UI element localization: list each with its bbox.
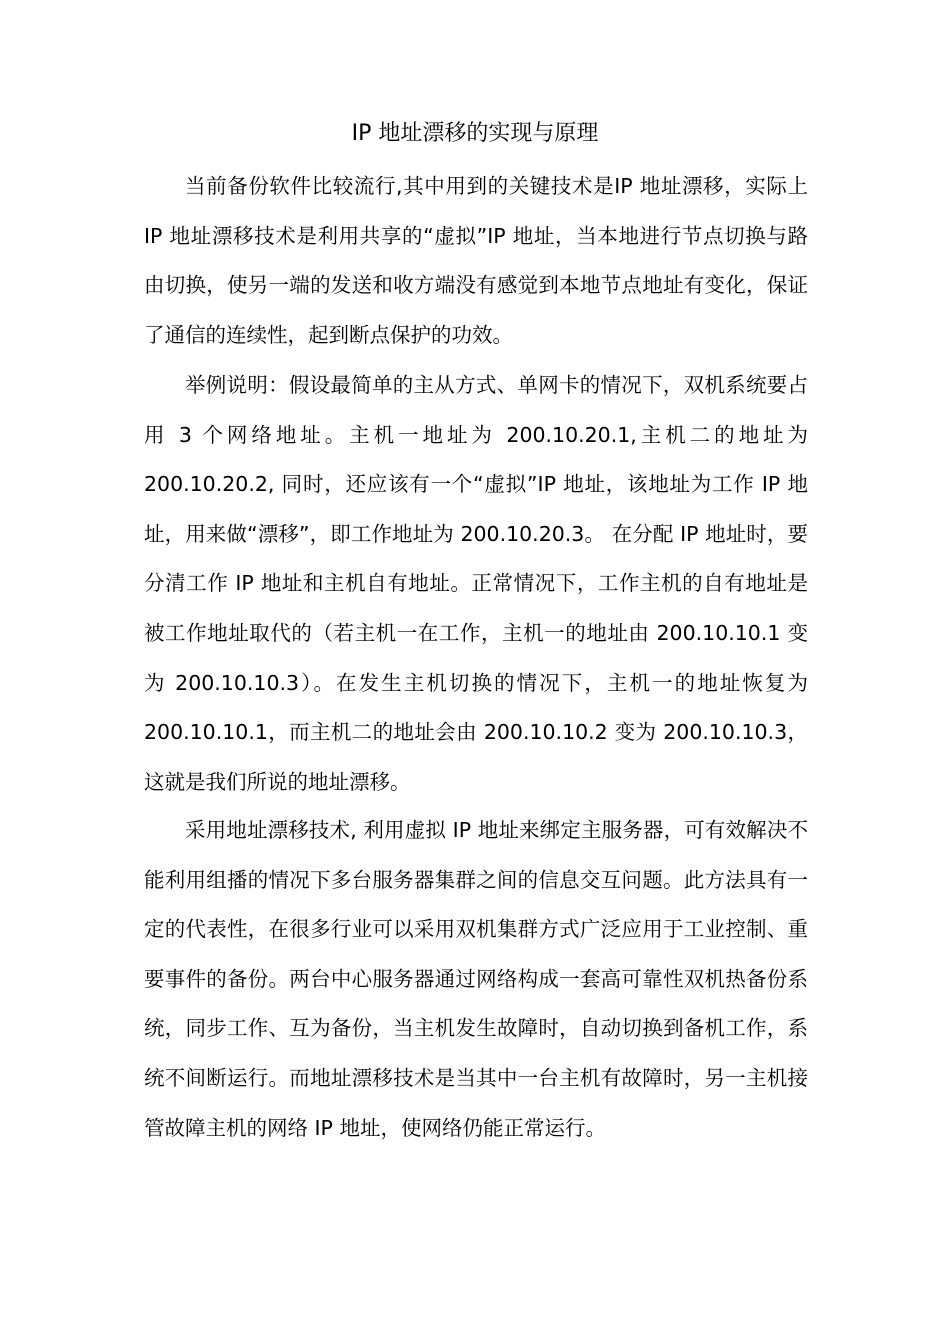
paragraph-application: 采用地址漂移技术, 利用虚拟 IP 地址来绑定主服务器，可有效解决不能利用组播的情况下多台服务器集群之间的信息交互问题。此方法具有一定的代表性，在很多行业可以采用双机集群方式广泛应用于工业控制、重要事件的备份。两台中心服务器通过网络构成一套高可靠性双机热备份系统，同步工作、互为备份，当主机发生故障时，自动切换到备机工作，系统不间断运行。而地址漂移技术是当其中一台主机有故障时，另一主机接管故障主机的网络 IP 地址，使网络仍能正常运行。 [144, 818, 808, 1140]
paragraph-intro: 当前备份软件比较流行,其中用到的关键技术是IP 地址漂移，实际上 IP 地址漂移技术是利用共享的“虚拟”IP 地址，当本地进行节点切换与路由切换，使另一端的发送和收方端没有感觉到本地节点地址有变化，保证了通信的连续性，起到断点保护的功效。 [144, 174, 808, 347]
paragraph-example: 举例说明：假设最简单的主从方式、单网卡的情况下，双机系统要占用 3 个网络地址。主机一地址为 200.10.20.1,主机二的地址为 200.10.20.2, 同时，还应该有一个“虚拟”IP 地址，该地址为工作 IP 地址，用来做“漂移”，即工作地址为 200.10.20.3。 在分配 IP 地址时，要分清工作 IP 地址和主机自有地址。正常情况下，工作主机的自有地址是被工作地址取代的（若主机一在工作，主机一的地址由 200.10.10.1 变为 200.10.10.3）。在发生主机切换的情况下，主机一的地址恢复为 200.10.10.1，而主机二的地址会由 200.10.10.2 变为 200.10.10.3，这就是我们所说的地址漂移。 [144, 373, 808, 794]
document-title: IP 地址漂移的实现与原理 [351, 121, 599, 146]
